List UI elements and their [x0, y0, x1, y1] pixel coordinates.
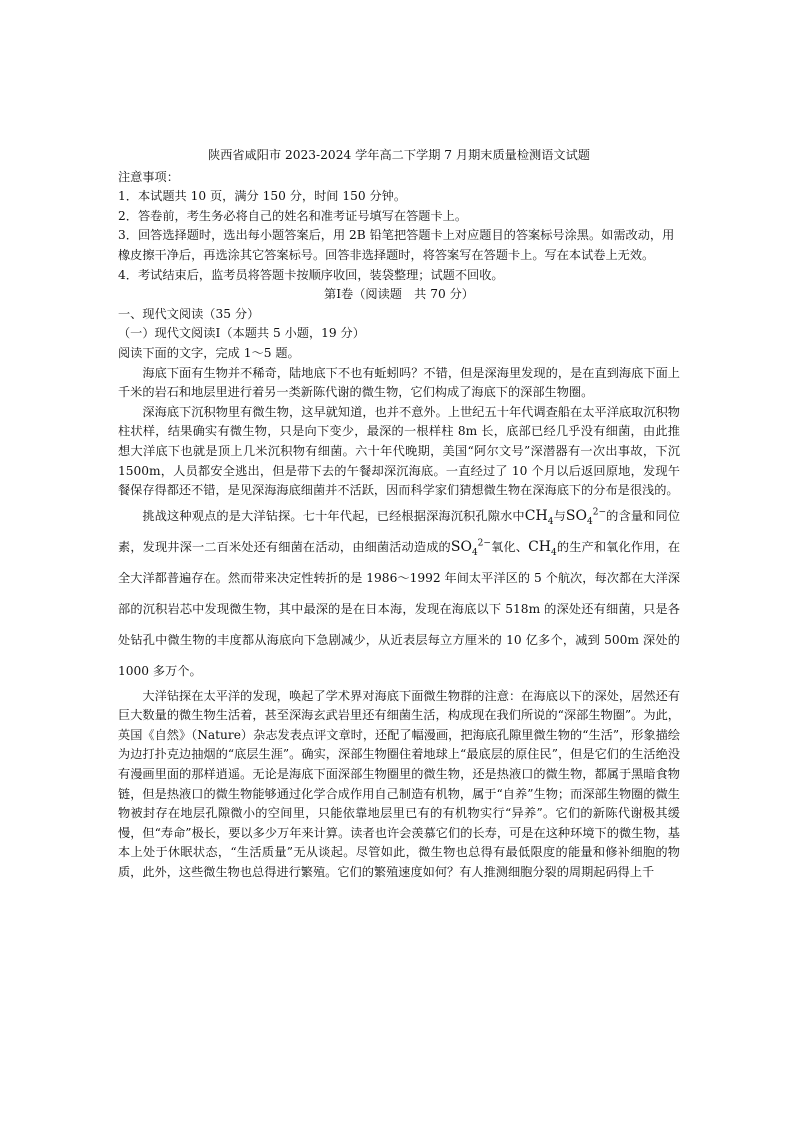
notice-label: 注意事项： [118, 169, 179, 184]
chem-so4-charge: 2− [592, 507, 606, 518]
chem-ch4-second-subscript: 4 [551, 547, 557, 558]
volume-title: 第Ⅰ卷（阅读题 共 70 分） [324, 287, 474, 302]
notice-item-2: 2．答卷前，考生务必将自己的姓名和准考证号填写在答题卡上。 [118, 208, 468, 223]
chem-so4-symbol: SO [565, 507, 587, 524]
chem-ch4-symbol: CH [524, 507, 548, 524]
exam-page [118, 146, 680, 883]
passage-paragraph-4: 大洋钻探在太平洋的发现，唤起了学术界对海底下面微生物群的注意：在海底以下的深处，居然还有巨大数量的微生物生活着，甚至深海玄武岩里还有细菌生活，构成现在我们所说的“深部生物圈”。为此，英国《自然》（Nature）杂志发表点评文章时，还配了幅漫画，把海底孔隙里微生物的“生活”，形象描绘为边打扑克边抽烟的“底层生涯”。确实，深部生物圈住着地球上“最底层的原住民”，但是它们的生活绝没有漫画里面的那样逍遥。无论是海底下面深部生物圈里的微生物，还是热液口的微生物，都属于黑暗食物链，但是热液口的微生物能够通过化学合成作用自己制造有机物，属于“自养”生物；而深部生物圈的微生物被封存在地层孔隙微小的空间里，只能依靠地层里已有的有机物实行“异养”。它们的新陈代谢极其缓慢，但“寿命”极长，要以多少万年来计算。读者也许会羡慕它们的长寿，可是在这种环境下的微生物，基本上处于休眠状态，“生活质量”无从谈起。尽管如此，微生物也总得有最低限度的能量和修补细胞的物质，此外，这些微生物也总得进行繁殖。它们的繁殖速度如何？有人推测细胞分裂的周期起码得上千 [118, 688, 680, 880]
chem-so4-subscript: 4 [586, 516, 593, 527]
chem-ch4 [524, 507, 554, 527]
p3-text-c: 氧化、 [490, 539, 529, 554]
chem-so4-second-subscript: 4 [471, 547, 478, 558]
chem-so4-second-charge: 2− [477, 538, 491, 549]
passage-paragraph-3 [118, 501, 680, 687]
chem-ch4-second-symbol: CH [528, 538, 551, 555]
p3-text-d: 的生产和氧化作用，在全大洋都普遍存在。然而带来决定性转折的是 1986～1992 年间太平洋区的 5 个航次，每次都在大洋深部的沉积岩芯中发现微生物，其中最深的是在日本海，发现在海底以下 518m 的深处还有细菌，只是各处钻孔中微生物的丰度都从海底向下急剧减少，从近表层每立方厘米的 10 亿多个，减到 500m 深处的 1000 多万个。 [118, 539, 681, 678]
notice-item-3: 3．回答选择题时，选出每小题答案后，用 2B 铅笔把答题卡上对应题目的答案标号涂黑。如需改动，用橡皮擦干净后，再选涂其它答案标号。回答非选择题时，将答案写在答题卡上。写在本试卷上无效。 [118, 228, 675, 262]
chem-ch4-subscript: 4 [547, 516, 554, 527]
passage-paragraph-1: 海底下面有生物并不稀奇，陆地底下不也有蚯蚓吗？不错，但是深海里发现的，是在直到海底下面上千米的岩石和地层里进行着另一类新陈代谢的微生物，它们构成了海底下的深部生物圈。 [118, 365, 680, 400]
p3-and: 与 [553, 508, 566, 523]
section-heading: 一、现代文阅读（35 分） [118, 306, 260, 321]
chem-so4-second [450, 538, 491, 558]
notice-item-1: 1．本试题共 10 页，满分 150 分，时间 150 分钟。 [118, 189, 407, 204]
notice-item-4: 4．考试结束后，监考员将答题卡按顺序收回，装袋整理；试题不回收。 [118, 267, 504, 282]
p3-text-a: 挑战这种观点的是大洋钻探。七十年代起，已经根据深海沉积孔隙水中 [142, 508, 525, 523]
passage-paragraph-2: 深海底下沉积物里有微生物，这早就知道，也并不意外。上世纪五十年代调查船在太平洋底取沉积物柱状样，结果确实有微生物，只是向下变少，最深的一根样柱 8m 长，底部已经几乎没有细菌，由此推想大洋底下也就是顶上几米沉积物有细菌。六十年代晚期，美国“阿尔文号”深潜器有一次出事故，下沉 1500m，人员都安全逃出，但是带下去的午餐却深沉海底。一直经过了 10 个月以后返回原地，发现午餐保存得都还不错，是见深海海底细菌并不活跃，因而科学家们猜想微生物在深海底下的分布是很浅的。 [118, 404, 680, 498]
reading-instruction: 阅读下面的文字，完成 1～5 题。 [118, 345, 300, 360]
subsection-heading: （一）现代文阅读Ⅰ（本题共 5 小题，19 分） [118, 326, 365, 341]
exam-title: 陕西省咸阳市 2023-2024 学年高二下学期 7 月期末质量检测语文试题 [208, 148, 590, 162]
chem-ch4-second [528, 538, 557, 558]
p3-text-b: 的含量和同位素，发现井深一二百米处还有细菌在活动，由细菌活动造成的 [118, 508, 681, 554]
chem-so4-second-symbol: SO [450, 538, 472, 555]
chem-so4 [565, 507, 606, 527]
